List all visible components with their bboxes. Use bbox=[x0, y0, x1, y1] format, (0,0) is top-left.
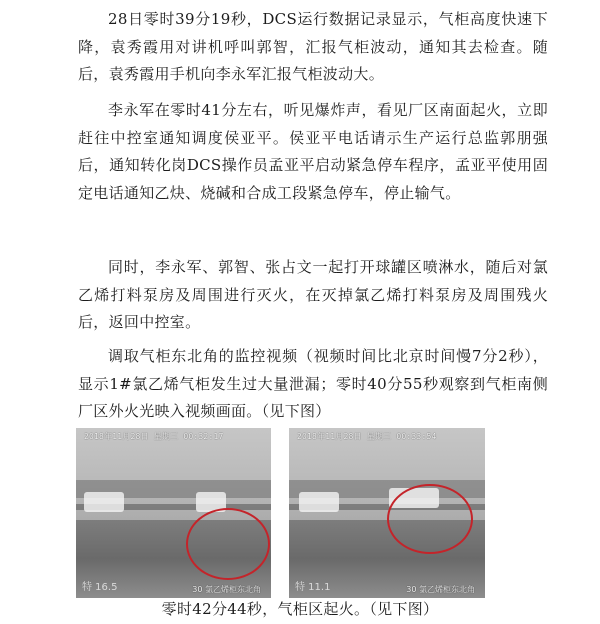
video-corner-text: 特 16.5 bbox=[82, 582, 118, 593]
camera-label: 30 氯乙烯柜东北角 bbox=[192, 585, 261, 594]
highlight-circle bbox=[387, 484, 473, 554]
camera-label: 30 氯乙烯柜东北角 bbox=[406, 585, 475, 594]
highlight-circle bbox=[186, 508, 270, 580]
paragraph-3: 同时，李永军、郭智、张占文一起打开球罐区喷淋水，随后对氯乙烯打料泵房及周围进行灭火，在灭掉氯乙烯打料泵房及周围残火后，返回中控室。 bbox=[78, 258, 548, 331]
video-timestamp: 2018年11月28日 星期三 00:33:54 bbox=[297, 432, 437, 441]
surveillance-photo-right bbox=[289, 428, 485, 598]
paragraph-2: 李永军在零时41分左右，听见爆炸声，看见厂区南面起火，立即赶往中控室通知调度侯亚平。侯亚平电话请示生产运行总监郭朋强后，通知转化岗DCS操作员孟亚平启动紧急停车程序，孟亚平使用固定电话通知乙炔、烧碱和合成工段紧急停车，停止输气。 bbox=[78, 101, 548, 202]
video-corner-text: 特 11.1 bbox=[295, 582, 331, 593]
paragraph-4: 调取气柜东北角的监控视频（视频时间比北京时间慢7分2秒），显示1#氯乙烯气柜发生过大量泄漏；零时40分55秒观察到气柜南侧厂区外火光映入视频画面。（见下图） bbox=[78, 347, 548, 420]
scene-light bbox=[299, 492, 339, 512]
figure-caption: 零时42分44秒，气柜区起火。（见下图） bbox=[161, 600, 439, 618]
surveillance-photo-left bbox=[76, 428, 271, 598]
video-timestamp: 2018年11月28日 星期三 00:32:17 bbox=[84, 432, 224, 441]
scene-light bbox=[84, 492, 124, 512]
paragraph-1: 28日零时39分19秒，DCS运行数据记录显示，气柜高度快速下降，袁秀霞用对讲机呼叫郭智，汇报气柜波动，通知其去检查。随后，袁秀霞用手机向李永军汇报气柜波动大。 bbox=[78, 10, 548, 83]
